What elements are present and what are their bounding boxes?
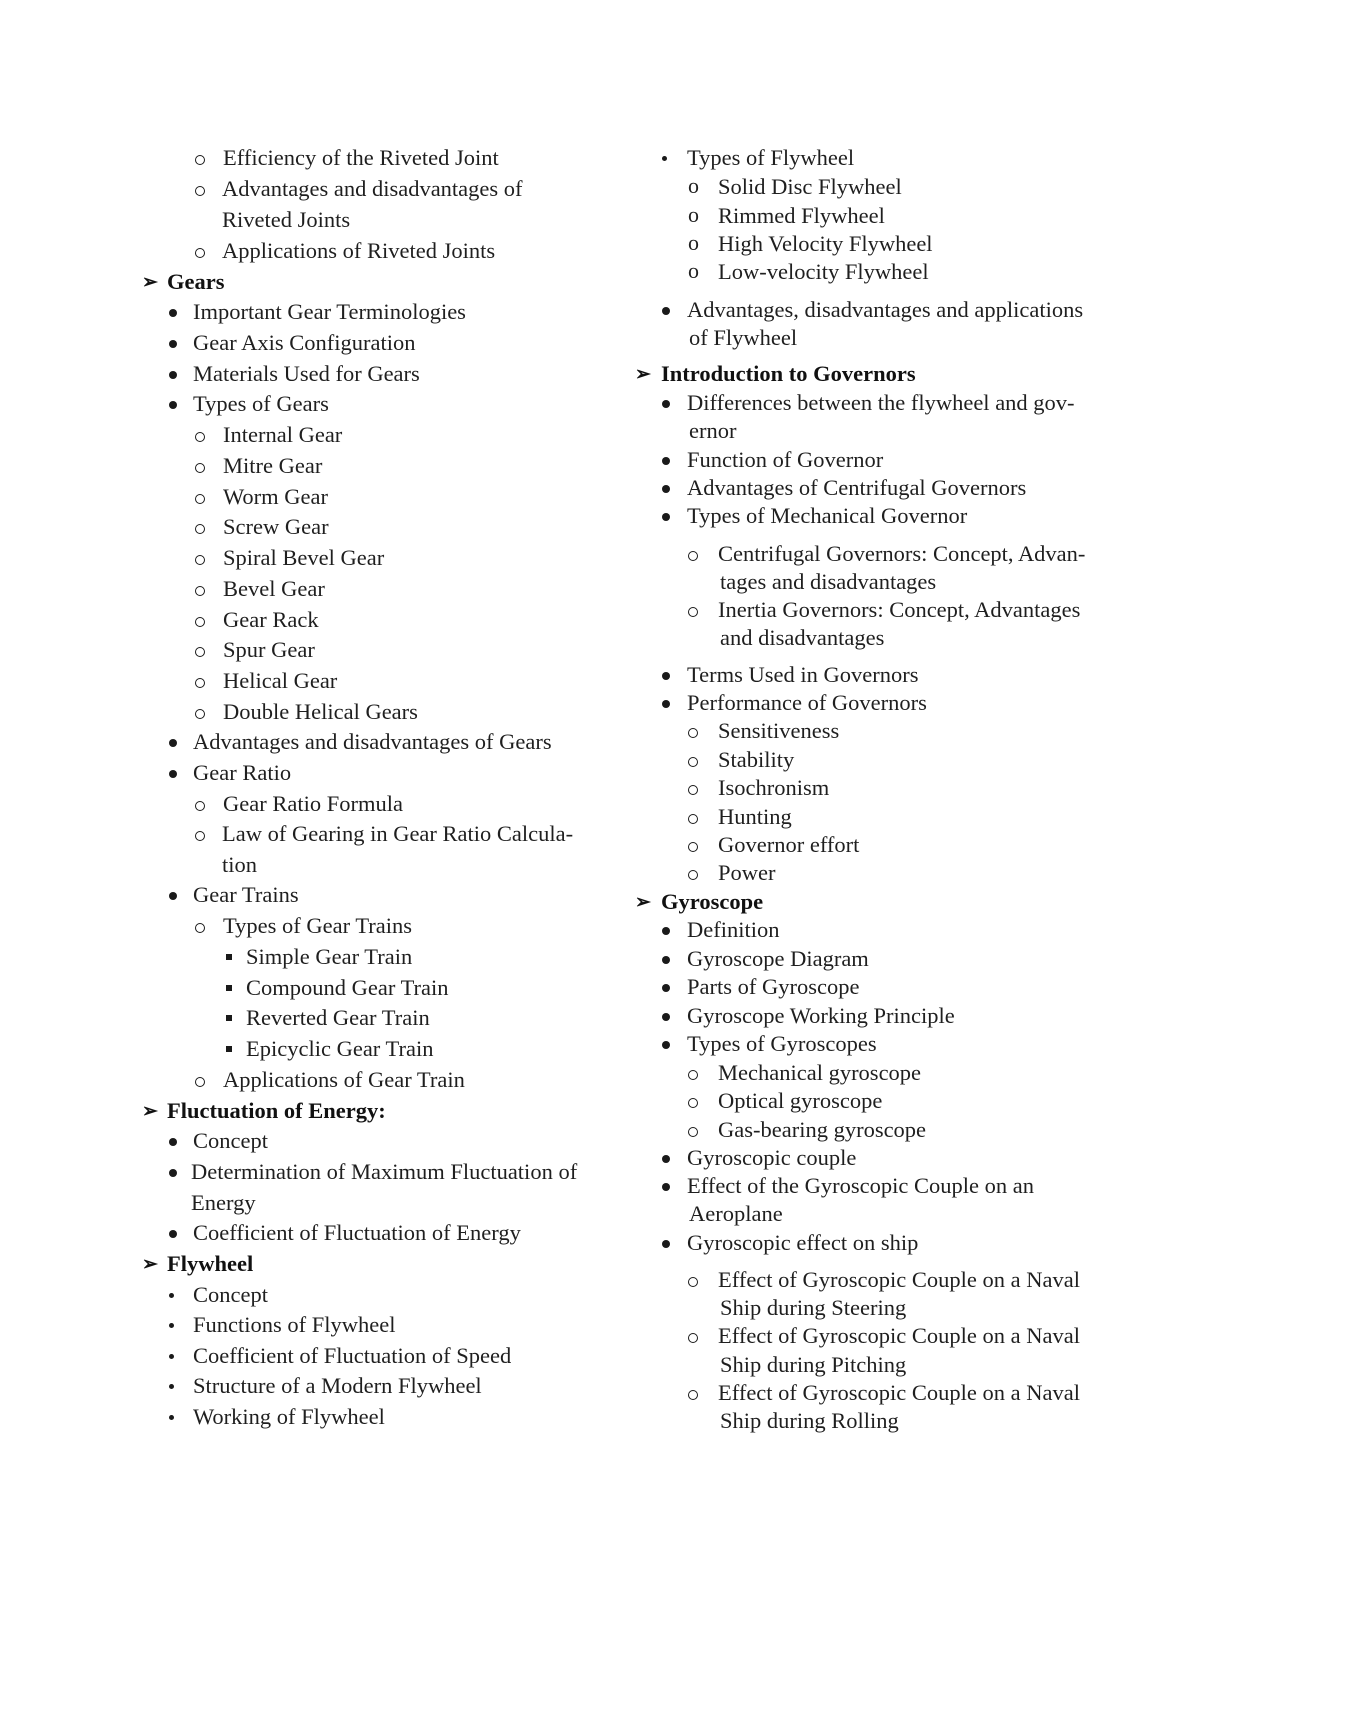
small-dot-bullet-icon [662, 144, 667, 149]
hollow-circle-bullet-icon [688, 1322, 698, 1332]
arrowhead-bullet-icon: ➢ [142, 272, 158, 293]
hollow-circle-bullet-icon [195, 1066, 205, 1076]
hollow-circle-bullet-icon [688, 1266, 698, 1276]
filled-disc-bullet-icon [169, 360, 177, 368]
hollow-circle-bullet-icon [195, 175, 205, 185]
filled-disc-bullet-icon [169, 728, 177, 736]
filled-disc-bullet-icon [169, 1127, 177, 1135]
filled-disc-bullet-icon [662, 296, 670, 304]
filled-disc-bullet-icon [169, 759, 177, 767]
small-dot-bullet-icon [169, 1311, 174, 1316]
hollow-circle-bullet-icon [195, 698, 205, 708]
filled-disc-bullet-icon [169, 298, 177, 306]
small-dot-bullet-icon [169, 1342, 174, 1347]
filled-disc-bullet-icon [662, 474, 670, 482]
square-bullet-icon [226, 974, 232, 980]
hollow-circle-bullet-icon [195, 606, 205, 616]
hollow-circle-bullet-icon [195, 667, 205, 677]
hollow-circle-bullet-icon [195, 421, 205, 431]
hollow-circle-bullet-icon [688, 1087, 698, 1097]
small-dot-bullet-icon [169, 1403, 174, 1408]
hollow-circle-bullet-icon [195, 513, 205, 523]
hollow-circle-bullet-icon [195, 483, 205, 493]
small-dot-bullet-icon [169, 1372, 174, 1377]
hollow-circle-bullet-icon [688, 831, 698, 841]
filled-disc-bullet-icon [662, 1144, 670, 1152]
hollow-circle-bullet-icon [195, 144, 205, 154]
filled-disc-bullet-icon [169, 881, 177, 889]
hollow-circle-bullet-icon [195, 237, 205, 247]
hollow-circle-bullet-icon [195, 452, 205, 462]
arrowhead-bullet-icon: ➢ [142, 1254, 158, 1275]
hollow-circle-bullet-icon [688, 774, 698, 784]
filled-disc-bullet-icon [662, 973, 670, 981]
filled-disc-bullet-icon [662, 689, 670, 697]
hollow-circle-bullet-icon [688, 1059, 698, 1069]
filled-disc-bullet-icon [662, 1172, 670, 1180]
hollow-circle-bullet-icon [688, 1379, 698, 1389]
hollow-circle-bullet-icon [195, 790, 205, 800]
hollow-circle-bullet-icon [688, 596, 698, 606]
filled-disc-bullet-icon [169, 1219, 177, 1227]
hollow-circle-bullet-icon [195, 636, 205, 646]
arrowhead-bullet-icon: ➢ [142, 1101, 158, 1122]
letter-o-bullet-icon: o [688, 230, 699, 255]
hollow-circle-bullet-icon [195, 575, 205, 585]
filled-disc-bullet-icon [662, 945, 670, 953]
filled-disc-bullet-icon [169, 390, 177, 398]
hollow-circle-bullet-icon [195, 544, 205, 554]
arrowhead-bullet-icon: ➢ [635, 892, 651, 913]
filled-disc-bullet-icon [662, 1030, 670, 1038]
square-bullet-icon [226, 1035, 232, 1041]
filled-disc-bullet-icon [662, 1002, 670, 1010]
hollow-circle-bullet-icon [688, 803, 698, 813]
hollow-circle-bullet-icon [688, 540, 698, 550]
filled-disc-bullet-icon [662, 446, 670, 454]
letter-o-bullet-icon: o [688, 202, 699, 227]
filled-disc-bullet-icon [662, 389, 670, 397]
square-bullet-icon [226, 1004, 232, 1010]
letter-o-bullet-icon: o [688, 173, 699, 198]
filled-disc-bullet-icon [662, 916, 670, 924]
hollow-circle-bullet-icon [195, 912, 205, 922]
hollow-circle-bullet-icon [195, 820, 205, 830]
filled-disc-bullet-icon [662, 1229, 670, 1237]
filled-disc-bullet-icon [662, 661, 670, 669]
small-dot-bullet-icon [169, 1281, 174, 1286]
letter-o-bullet-icon: o [688, 258, 699, 283]
square-bullet-icon [226, 943, 232, 949]
filled-disc-bullet-icon [169, 329, 177, 337]
hollow-circle-bullet-icon [688, 1116, 698, 1126]
hollow-circle-bullet-icon [688, 717, 698, 727]
hollow-circle-bullet-icon [688, 859, 698, 869]
hollow-circle-bullet-icon [688, 746, 698, 756]
arrowhead-bullet-icon: ➢ [635, 364, 651, 385]
filled-disc-bullet-icon [662, 502, 670, 510]
filled-disc-bullet-icon [169, 1158, 177, 1166]
